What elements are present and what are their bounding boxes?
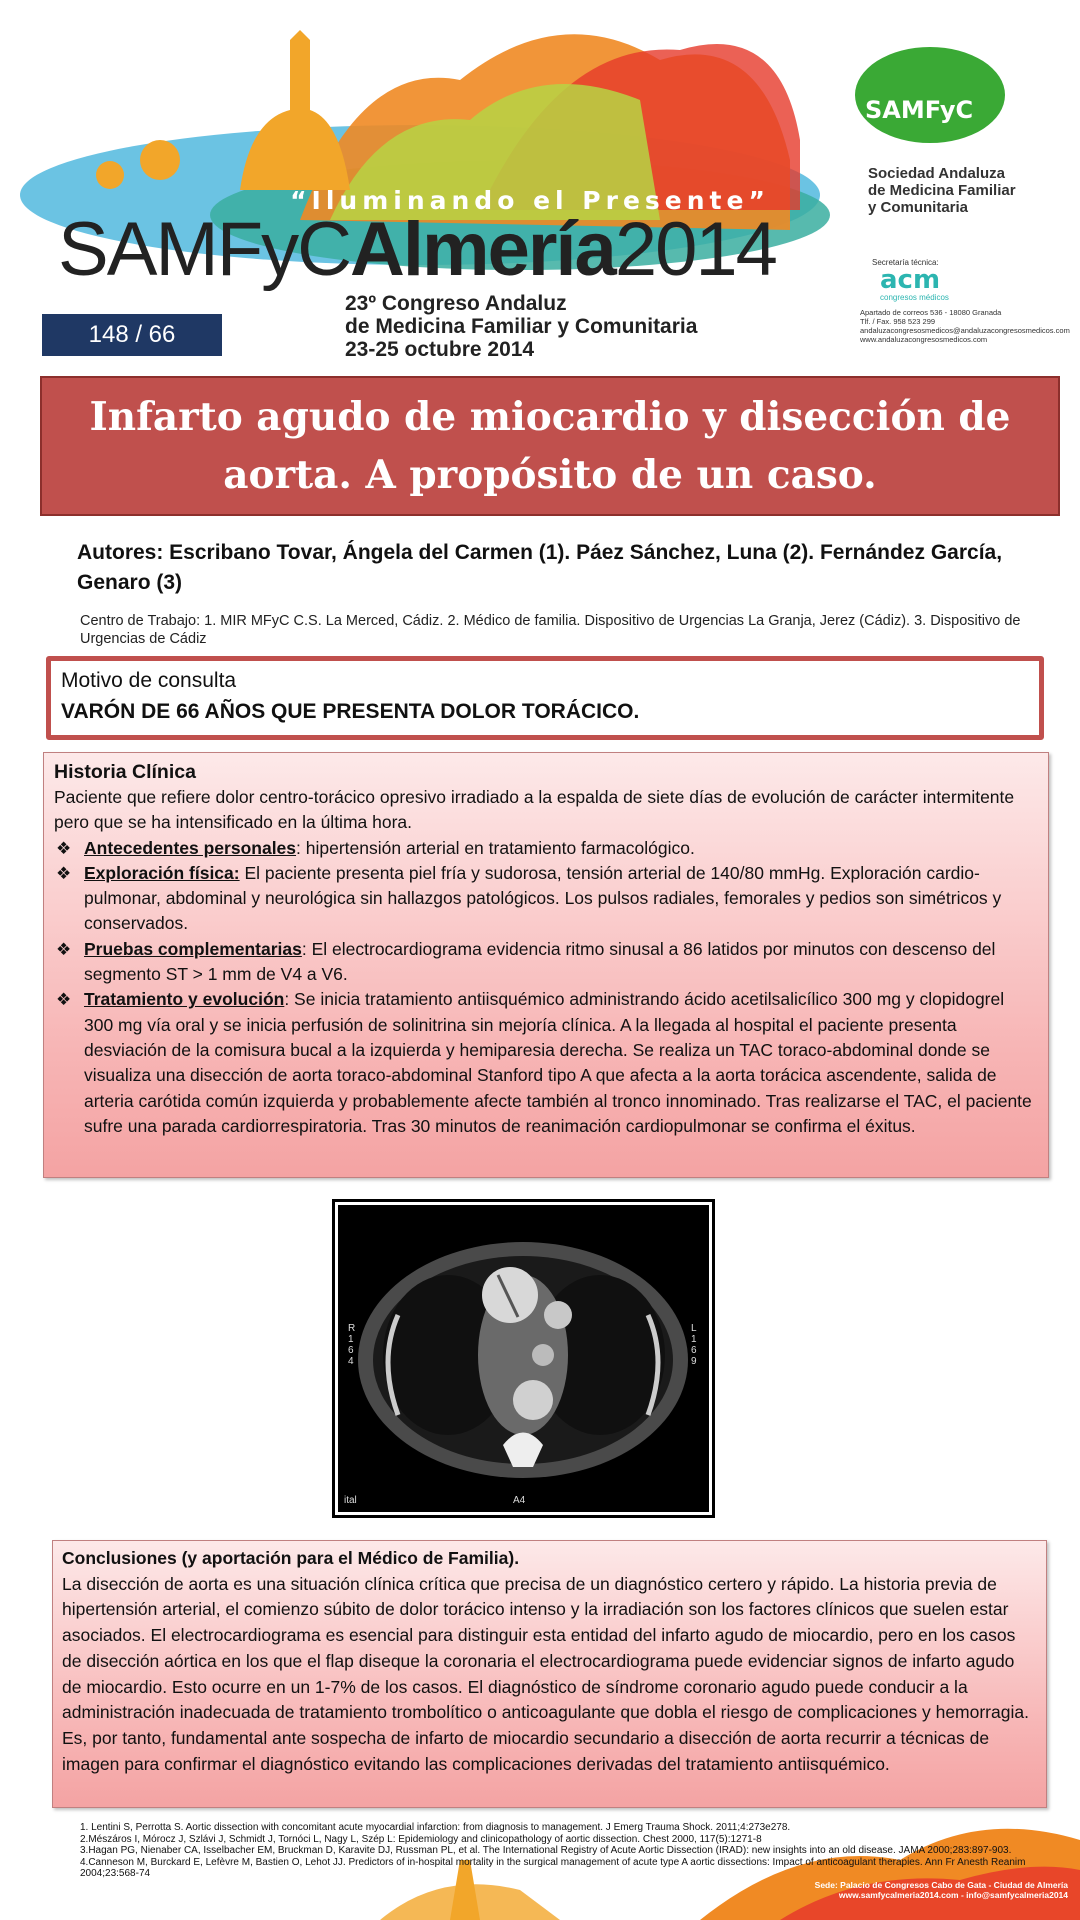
authors: Autores: Escribano Tovar, Ángela del Carmen (1). Páez Sánchez, Luna (2). Fernández García, Genaro (3) (77, 541, 1003, 594)
org-line: y Comunitaria (868, 199, 969, 216)
footer-venue (815, 1880, 1068, 1900)
congress-brand (58, 207, 776, 292)
list-item (54, 836, 1038, 861)
reference-item: 4.Canneson M, Burckard E, Lefèvre M, Bastien O, Lehot JJ. Predictors of in-hospital mortality in the surgical management of acute type A aortic dissections: Impact of anticoagulant therapies. Ann Fr Anesth Reanim 2004;23:568-74 (80, 1856, 1026, 1879)
brand-year: 2014 (614, 207, 776, 292)
poster-title: Infarto agudo de miocardio y disección de aorta. A propósito de un caso. (40, 376, 1060, 516)
historia-clinica-box (43, 752, 1049, 1178)
motivo-text: VARÓN DE 66 AÑOS QUE PRESENTA DOLOR TORÁCICO. (61, 700, 640, 723)
bullet-icon: ❖ (56, 939, 72, 959)
item-text: El paciente presenta piel fría y sudorosa, tensión arterial de 140/80 mmHg. Exploración cardio-pulmonar, abdominal y neurológica sin hallazgos patológicos. Los pulsos radiales, femorales y pedios son simétricos y conservados. (84, 862, 1002, 934)
contact-line: Apartado de correos 536 - 18080 Granada (860, 308, 1002, 317)
congress-subtitle (345, 292, 697, 361)
conclusiones-heading: Conclusiones (y aportación para el Médico de Familia). (62, 1548, 520, 1568)
ct-scan-image (335, 1202, 712, 1515)
item-key: Pruebas complementarias (84, 938, 302, 959)
organization-name (868, 165, 1068, 216)
technical-secretariat (860, 258, 1075, 344)
contact-line: Tlf. / Fax. 958 523 299 (860, 317, 936, 326)
references (80, 1822, 1060, 1880)
item-key: Antecedentes personales (84, 837, 297, 858)
acm-subtitle: congresos médicos (880, 293, 949, 302)
bullet-icon: ❖ (56, 863, 72, 883)
ct-scan-drawing (338, 1205, 709, 1512)
congress-line: 23º Congreso Andaluz (345, 292, 567, 315)
reference-item: 1. Lentini S, Perrotta S. Aortic dissection with concomitant acute myocardial infarction: from diagnosis to management. J Emerg Trauma Shock. 2011;4:273e278. (80, 1822, 791, 1833)
scan-label-left: R 1 6 4 (348, 1323, 356, 1367)
org-line: de Medicina Familiar (868, 182, 1016, 199)
item-text: : El electrocardiograma evidencia ritmo sinusal a 86 latidos por minutos con descenso del segmento ST > 1 mm de V4 a V6. (84, 938, 996, 985)
motivo-consulta-box (46, 656, 1044, 740)
poster-number-badge: 148 / 66 (42, 314, 222, 356)
acm-logo: acm (880, 265, 941, 295)
item-text: : Se inicia tratamiento antiisquémico administrando ácido acetilsalicílico 300 mg y clopidogrel 300 mg vía oral y se inicia perfusión de solinitrina sin mejoría clínica. A la llegada al hospital el paciente presenta desviación de la comisura bucal a la izquierda y hemiparesia derecha. Se realiza un TAC toraco-abdominal donde se visualiza una disección de aorta toraco-abdominal Stanford tipo A que afecta a la aorta torácica ascendente, salida de arteria carótida común izquierda y probablemente afecte también al tronco innominado. Tras realizarse el TAC, el paciente sufre una parada cardiorrespiratoria. Tras 30 minutos de reanimación cardiopulmonar se confirma el éxitus. (84, 989, 1032, 1136)
scan-label-bottom: A4 (513, 1495, 526, 1506)
brand-bold: Almería (350, 207, 615, 292)
congress-tagline: “Iluminando el Presente” (290, 186, 770, 215)
list-item (54, 861, 1038, 937)
brand-light: SAMFyC (58, 207, 350, 292)
bullet-icon: ❖ (56, 838, 72, 858)
footer-line: Sede: Palacio de Congresos Cabo de Gata - Ciudad de Almería (814, 1880, 1068, 1890)
item-key: Exploración física: (84, 862, 240, 883)
org-line: Sociedad Andaluza (868, 165, 1005, 182)
footer-line: www.samfycalmeria2014.com - info@samfycalmeria2014 (838, 1890, 1068, 1900)
historia-intro: Paciente que refiere dolor centro-torácico opresivo irradiado a la espalda de siete días de evolución de carácter intermitente pero que se ha intensificado en la última hora. (54, 787, 1015, 833)
scan-label-bottom-left: ital (344, 1495, 357, 1506)
scan-label-right: L 1 6 9 (691, 1323, 697, 1367)
historia-list (54, 836, 1038, 1140)
work-center: Centro de Trabajo: 1. MIR MFyC C.S. La Merced, Cádiz. 2. Médico de familia. Dispositivo de Urgencias La Granja, Jerez (Cádiz). 3. Dispositivo de Urgencias de Cádiz (80, 613, 1021, 647)
reference-item: 3.Hagan PG, Nienaber CA, Isselbacher EM, Bruckman D, Karavite DJ, Russman PL, et al. The International Registry of Acute Aortic Dissection (IRAD): new insights into an old disease. JAMA 2000;283:897-903. (80, 1845, 1012, 1856)
congress-line: 23-25 octubre 2014 (345, 338, 535, 361)
historia-heading: Historia Clínica (54, 761, 196, 783)
congress-line: de Medicina Familiar y Comunitaria (345, 315, 698, 338)
reference-item: 2.Mészáros I, Mórocz J, Szlávi J, Schmidt J, Tornóci L, Nagy L, Szép L: Epidemiology and clinicopathology of aortic dissection. Chest 2000, 117(5):1271-8 (80, 1833, 762, 1845)
contact-line: andaluzacongresosmedicos@andaluzacongresosmedicos.com (860, 326, 1070, 335)
list-item (54, 937, 1038, 988)
samfyc-logo-text: SAMFyC (865, 96, 974, 124)
conclusiones-text: La disección de aorta es una situación clínica crítica que precisa de un diagnóstico certero y rápido. La historia previa de hipertensión arterial, el comienzo súbito de dolor torácico intenso y la irradiación son los factores clínicos que suelen estar asociados. El electrocardiograma es esencial para distinguir esta entidad del infarto agudo de miocardio, pero en los casos de disección aórtica en los que el flap diseque la coronaria el electrocardiograma puede evidenciar signos de infarto agudo de miocardio. Esto ocurre en un 1-7% de los casos. El diagnóstico de síndrome coronario agudo puede conducir a la administración inadecuada de tratamiento trombolítico o anticoagulante que dobla el riesgo de complicaciones y hemorragia. Es, por tanto, fundamental ante sospecha de infarto de miocardio secundario a disección de aorta recurrir a técnicas de imagen para confirmar el diagnóstico evitando las complicaciones derivadas del tratamiento antiisquémico. (62, 1573, 1029, 1774)
conclusiones-box (52, 1540, 1047, 1808)
motivo-heading: Motivo de consulta (61, 669, 237, 692)
item-key: Tratamiento y evolución (84, 989, 285, 1010)
list-item (54, 987, 1038, 1139)
item-text: : hipertensión arterial en tratamiento farmacológico. (296, 837, 695, 858)
secretaria-label: Secretaría técnica: (872, 258, 939, 267)
bullet-icon: ❖ (56, 990, 72, 1010)
contact-line: www.andaluzacongresosmedicos.com (860, 335, 988, 344)
samfyc-logo-shape (855, 47, 1005, 143)
